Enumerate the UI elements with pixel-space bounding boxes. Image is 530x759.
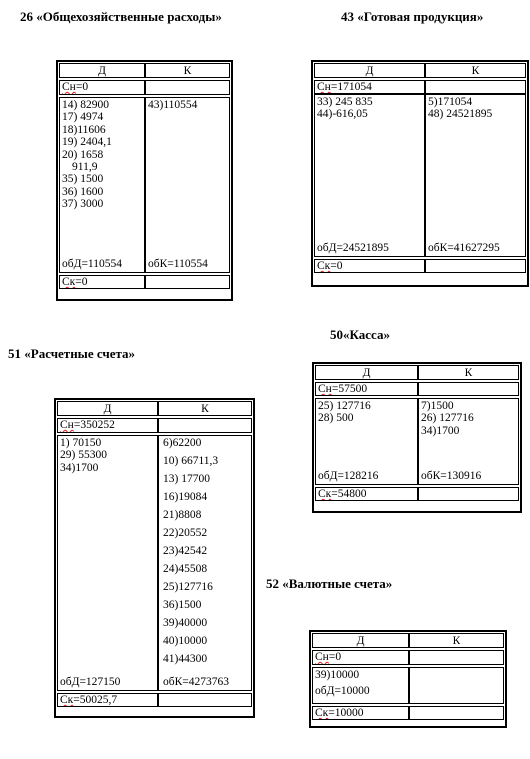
credit-turnover: обК=41627295 bbox=[428, 242, 500, 254]
credit-entry: 43)110554 bbox=[148, 99, 198, 111]
opening-balance: Сн=0 bbox=[312, 650, 409, 665]
credit-entry: 24)45508 bbox=[163, 563, 208, 575]
credit-entries bbox=[158, 435, 252, 691]
closing-balance-credit bbox=[425, 259, 526, 273]
debit-entry: 34)1700 bbox=[60, 461, 99, 474]
opening-balance: Сн=57500 bbox=[315, 382, 418, 396]
debit-header: Д bbox=[59, 63, 145, 78]
account-26-t-account bbox=[56, 60, 233, 301]
debit-entry: 18)11606 bbox=[62, 123, 106, 136]
credit-entry: 21)8808 bbox=[163, 509, 202, 521]
credit-entry: 40)10000 bbox=[163, 635, 208, 647]
credit-header: К bbox=[145, 63, 230, 78]
debit-header: Д bbox=[57, 401, 158, 416]
account-26-title: 26 «Общехозяйственные расходы» bbox=[20, 9, 222, 24]
credit-header: К bbox=[418, 365, 519, 380]
account-43-t-account bbox=[311, 60, 529, 287]
credit-entry: 13) 17700 bbox=[163, 473, 210, 485]
debit-turnover: обД=128216 bbox=[318, 470, 379, 482]
credit-turnover: обК=4273763 bbox=[163, 676, 230, 688]
credit-entry: 7)1500 bbox=[421, 400, 454, 412]
debit-entry: 19) 2404,1 bbox=[62, 136, 112, 149]
debit-entry: 20) 1658 bbox=[62, 148, 104, 161]
debit-turnover: обД=10000 bbox=[315, 685, 370, 697]
credit-entry: 36)1500 bbox=[163, 599, 202, 611]
debit-turnover: обД=110554 bbox=[62, 258, 123, 270]
credit-entry: 39)40000 bbox=[163, 617, 208, 629]
credit-entries bbox=[145, 97, 230, 273]
credit-entry: 16)19084 bbox=[163, 491, 208, 503]
closing-balance-credit bbox=[158, 693, 252, 707]
debit-turnover: обД=127150 bbox=[60, 676, 121, 688]
credit-entry: 41)44300 bbox=[163, 653, 208, 665]
credit-entry: 23)42542 bbox=[163, 545, 208, 557]
credit-turnover: обК=110554 bbox=[148, 258, 208, 270]
credit-entries bbox=[418, 398, 519, 485]
opening-balance-credit bbox=[425, 80, 526, 94]
debit-entry: 25) 127716 bbox=[318, 400, 371, 412]
credit-entry: 34)1700 bbox=[421, 424, 460, 437]
credit-header: К bbox=[425, 63, 526, 78]
closing-balance: Ск=0 bbox=[314, 259, 425, 273]
debit-entry: 39)10000 bbox=[315, 669, 360, 681]
debit-entry: 44)-616,05 bbox=[317, 108, 368, 121]
account-50-title: 50«Касса» bbox=[330, 327, 390, 342]
opening-balance: Сн=0 bbox=[59, 80, 145, 95]
closing-balance: Ск=50025,7 bbox=[57, 693, 158, 707]
debit-header: Д bbox=[312, 633, 409, 648]
account-52-title: 52 «Валютные счета» bbox=[266, 576, 393, 591]
debit-entry: 37) 3000 bbox=[62, 198, 104, 211]
credit-header: К bbox=[409, 633, 504, 648]
debit-header: Д bbox=[315, 365, 418, 380]
debit-entries bbox=[312, 667, 409, 704]
debit-header: Д bbox=[314, 63, 425, 78]
debit-turnover: обД=24521895 bbox=[317, 242, 389, 254]
opening-balance-credit bbox=[158, 418, 252, 433]
credit-entry: 10) 66711,3 bbox=[163, 455, 219, 467]
closing-balance-credit bbox=[418, 487, 519, 501]
credit-entry: 48) 24521895 bbox=[428, 108, 493, 121]
debit-entries bbox=[57, 435, 158, 691]
account-52-t-account bbox=[309, 630, 507, 728]
closing-balance: Ск=0 bbox=[59, 275, 145, 289]
opening-balance-credit bbox=[409, 650, 504, 665]
debit-entry: 1) 70150 bbox=[60, 437, 102, 449]
opening-balance-credit bbox=[418, 382, 519, 396]
credit-header: К bbox=[158, 401, 252, 416]
debit-entry: 14) 82900 bbox=[62, 99, 109, 111]
debit-entries bbox=[315, 398, 418, 485]
credit-entry: 22)20552 bbox=[163, 527, 208, 539]
closing-balance-credit bbox=[409, 706, 504, 720]
closing-balance: Ск=54800 bbox=[315, 487, 418, 501]
account-50-t-account bbox=[312, 362, 522, 513]
closing-balance: Ск=10000 bbox=[312, 706, 409, 720]
account-51-t-account bbox=[54, 398, 255, 718]
opening-balance: Сн=350252 bbox=[57, 418, 158, 433]
debit-entry: 33) 245 835 bbox=[317, 96, 373, 108]
opening-balance-credit bbox=[145, 80, 230, 95]
credit-entries bbox=[409, 667, 504, 704]
debit-entry: 36) 1600 bbox=[62, 185, 104, 198]
credit-entry: 25)127716 bbox=[163, 581, 213, 593]
credit-entry: 26) 127716 bbox=[421, 412, 474, 425]
credit-entry: 6)62200 bbox=[163, 437, 202, 449]
credit-entry: 5)171054 bbox=[428, 96, 473, 108]
debit-entry: 28) 500 bbox=[318, 412, 354, 425]
credit-turnover: обК=130916 bbox=[421, 470, 482, 482]
account-51-title: 51 «Расчетные счета» bbox=[8, 346, 136, 361]
opening-balance: Сн=171054 bbox=[314, 80, 425, 94]
debit-entries bbox=[59, 97, 145, 273]
debit-entry: 17) 4974 bbox=[62, 111, 104, 124]
debit-entry: 29) 55300 bbox=[60, 449, 107, 462]
debit-entry: 35) 1500 bbox=[62, 173, 104, 186]
closing-balance-credit bbox=[145, 275, 230, 289]
credit-entries bbox=[425, 94, 526, 257]
debit-entries bbox=[314, 94, 425, 257]
account-43-title: 43 «Готовая продукция» bbox=[341, 9, 484, 24]
debit-entry: 911,9 bbox=[72, 160, 98, 173]
